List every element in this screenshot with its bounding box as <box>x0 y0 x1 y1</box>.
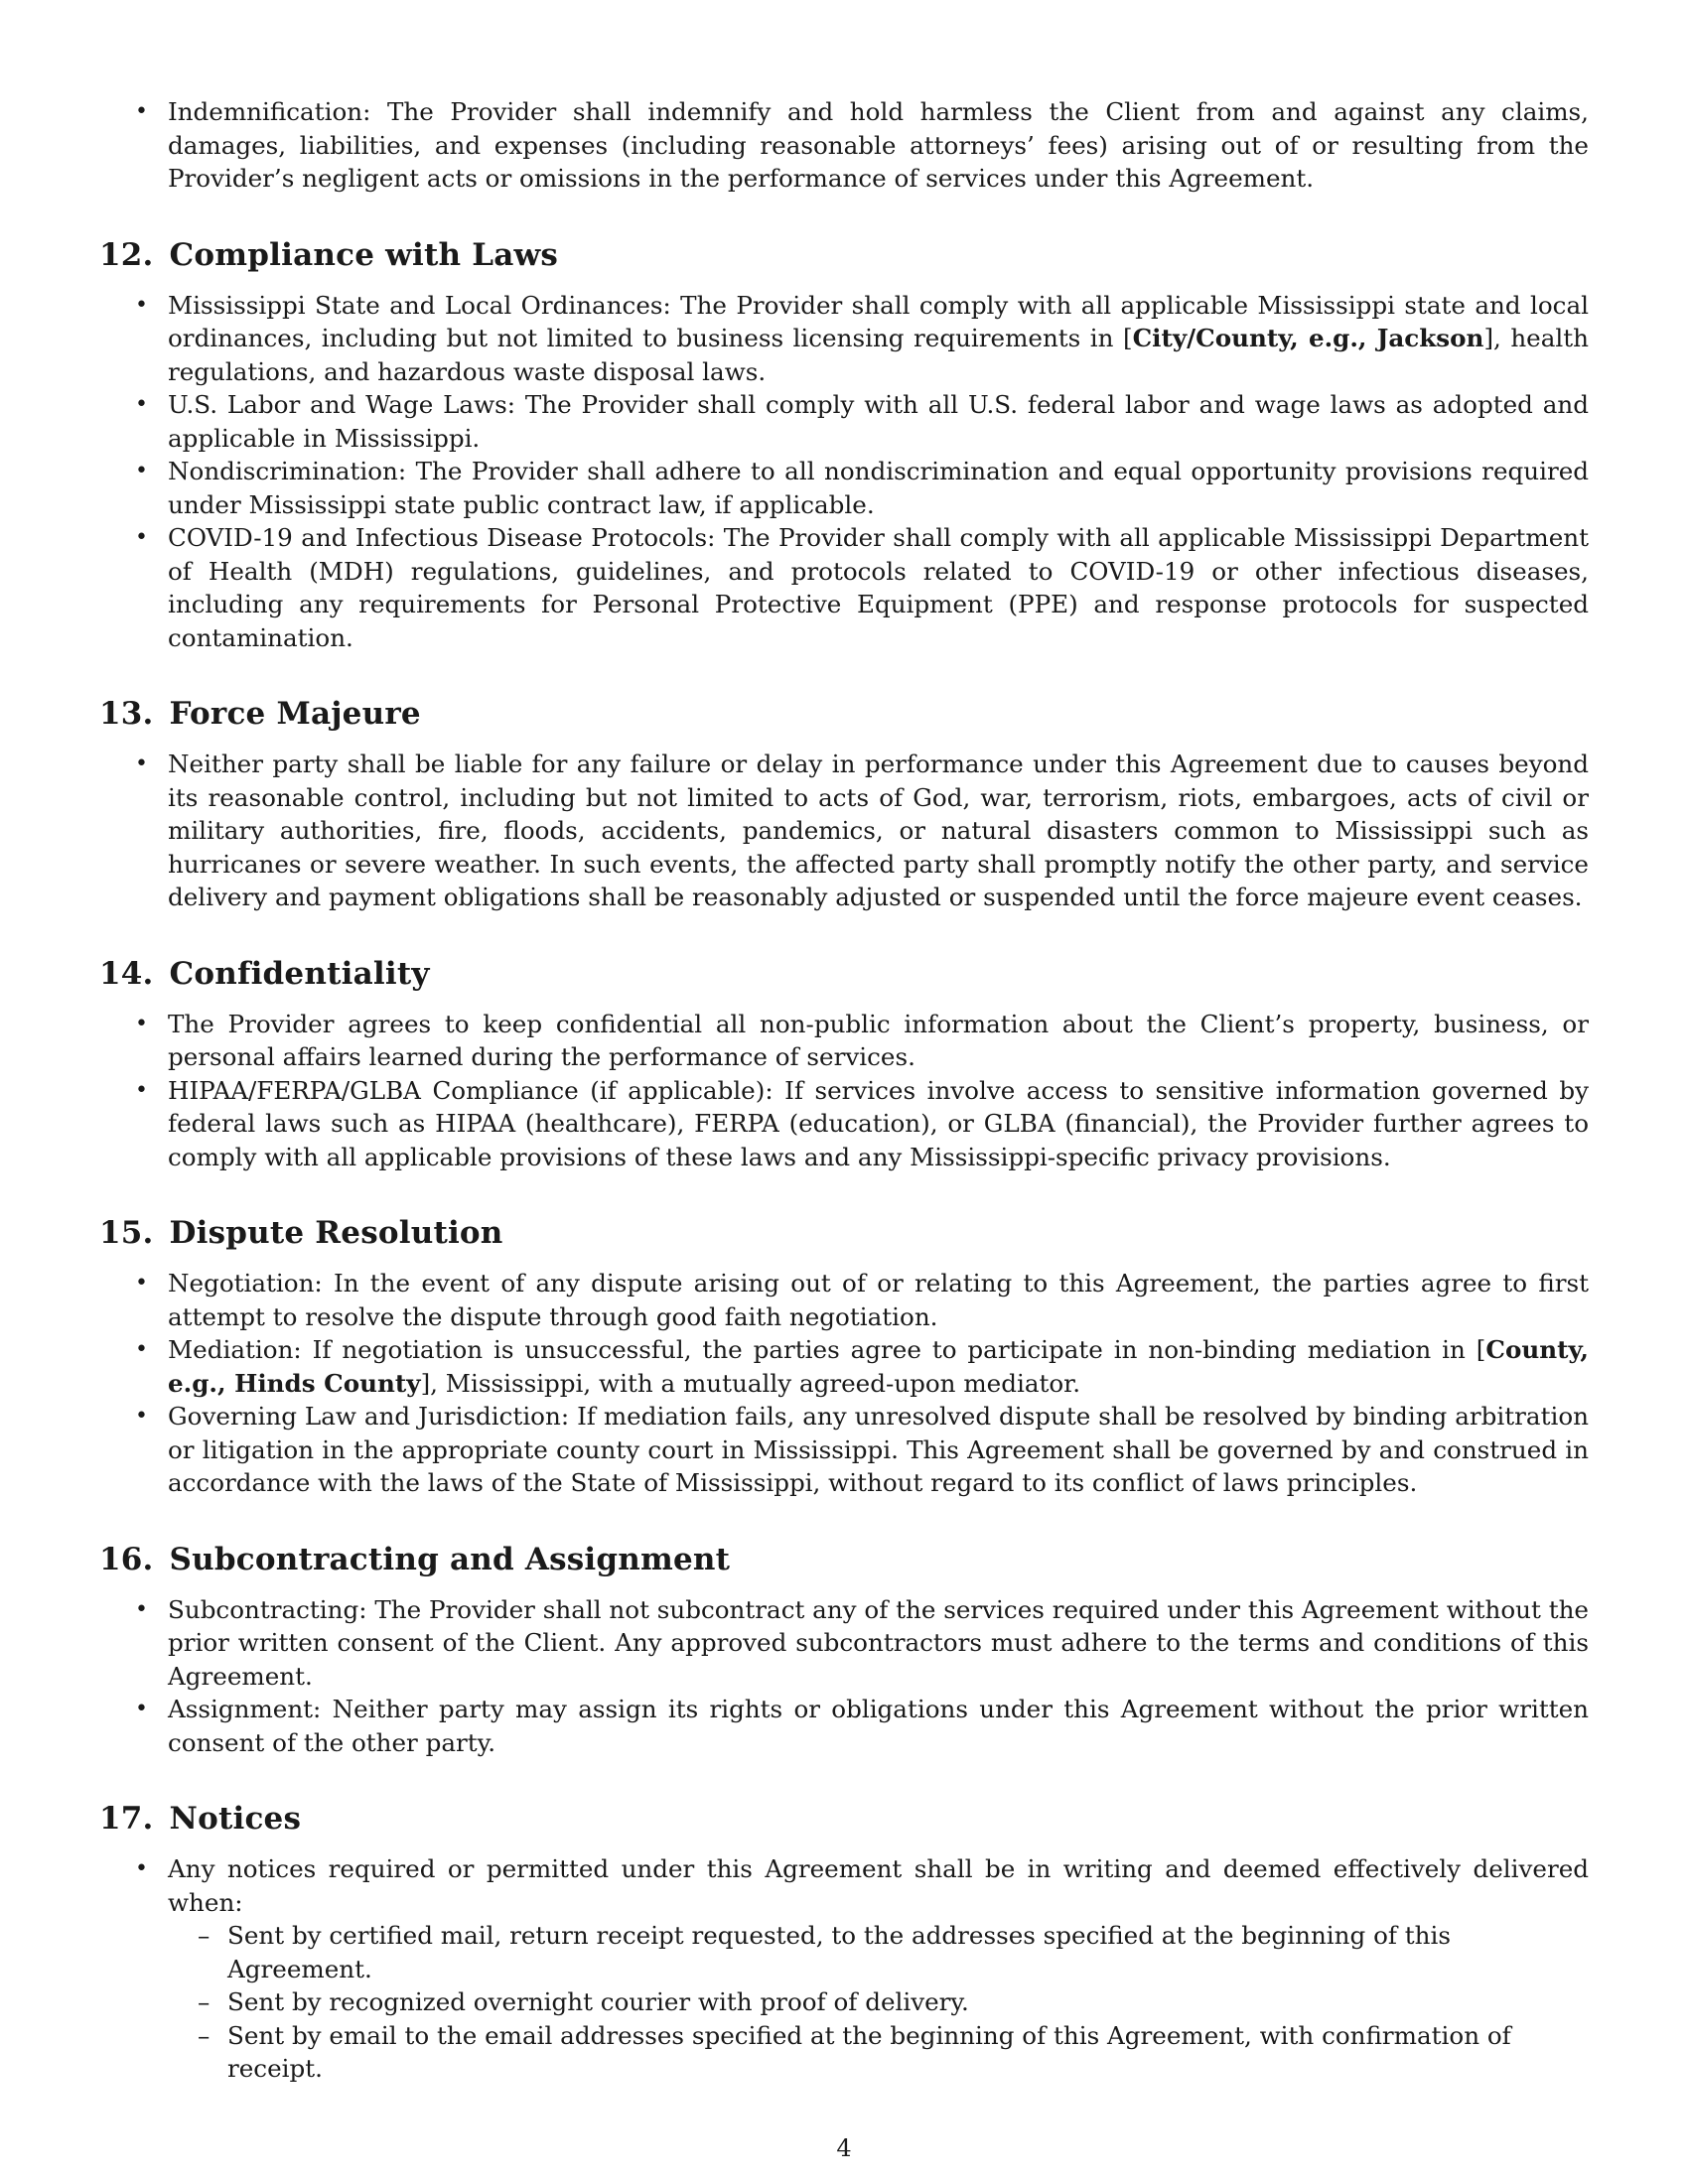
list-item: • Negotiation: In the event of any dispute arising out of or relating to this Agreement, the parties agree to first attempt to resolve the dispute through good faith negotiation. <box>99 1267 1589 1333</box>
item-text: Sent by email to the email addresses specified at the beginning of this Agreement, with confirmation of receipt. <box>227 2020 1511 2083</box>
list-item: • Governing Law and Jurisdiction: If mediation fails, any unresolved dispute shall be resolved by binding arbitration or litigation in the appropriate county court in Mississippi. This Agreement shall be governed by and construed in accordance with the laws of the State of Mississippi, without regard to its conflict of laws principles. <box>99 1400 1589 1500</box>
item-text: Mediation: If negotiation is unsuccessful, the parties agree to participate in non-binding mediation in [ <box>168 1335 1486 1364</box>
list-item: • COVID-19 and Infectious Disease Protocols: The Provider shall comply with all applicable Mississippi Department of Health (MDH) regulations, guidelines, and protocols related to COVID-19 or other infectious diseases, including any requirements for Personal Protective Equipment (PPE) and response protocols for suspected contamination. <box>99 521 1589 654</box>
section-heading-13 <box>99 694 1589 734</box>
section-12-list <box>99 289 1589 655</box>
list-item: • Neither party shall be liable for any failure or delay in performance under this Agreement due to causes beyond its reasonable control, including but not limited to acts of God, war, terrorism, riots, embargoes, acts of civil or military authorities, fire, floods, accidents, pandemics, or natural disasters common to Mississippi such as hurricanes or severe weather. In such events, the affected party shall promptly notify the other party, and service delivery and payment obligations shall be reasonably adjusted or suspended until the force majeure event ceases. <box>99 748 1589 914</box>
item-text: ], health regulations, and hazardous waste disposal laws. <box>168 324 1589 386</box>
list-item: • The Provider agrees to keep confidential all non-public information about the Client’s property, business, or personal affairs learned during the performance of services. <box>99 1008 1589 1074</box>
sub-list-item: – Sent by recognized overnight courier with proof of delivery. <box>198 1987 969 2016</box>
document-page <box>99 95 1589 2086</box>
section-number: 14. <box>99 955 154 992</box>
section-heading-12 <box>99 235 1589 275</box>
section-heading-15 <box>99 1213 1589 1253</box>
section-title: Force Majeure <box>169 696 421 732</box>
section-number: 15. <box>99 1215 154 1251</box>
section-13-list <box>99 748 1589 914</box>
section-title: Subcontracting and Assignment <box>169 1541 731 1577</box>
list-item: • Nondiscrimination: The Provider shall adhere to all nondiscrimination and equal opportunity provisions required under Mississippi state public contract law, if applicable. <box>99 455 1589 521</box>
section-14-list <box>99 1008 1589 1174</box>
section-title: Confidentiality <box>169 955 430 992</box>
item-text: Any notices required or permitted under this Agreement shall be in writing and deemed effectively delivered when: <box>168 1854 1589 1917</box>
list-item: • Subcontracting: The Provider shall not subcontract any of the services required under this Agreement without the prior written consent of the Client. Any approved subcontractors must adhere to the terms and conditions of this Agreement. <box>99 1593 1589 1694</box>
section-title: Notices <box>169 1801 302 1837</box>
list-item: • Assignment: Neither party may assign its rights or obligations under this Agreement without the prior written consent of the other party. <box>99 1693 1589 1759</box>
indemnification-list <box>99 95 1589 196</box>
item-text: ], Mississippi, with a mutually agreed-upon mediator. <box>420 1368 1081 1398</box>
placeholder-text: City/County, e.g., Jackson <box>1132 324 1484 352</box>
section-title: Dispute Resolution <box>169 1215 503 1251</box>
section-title: Compliance with Laws <box>169 236 559 273</box>
section-heading-17 <box>99 1799 1589 1839</box>
section-15-list <box>99 1267 1589 1500</box>
section-number: 12. <box>99 236 154 273</box>
section-17-list <box>99 1852 1589 2086</box>
item-text: Sent by recognized overnight courier with proof of delivery. <box>227 1987 969 2016</box>
item-text: Mississippi State and Local Ordinances: The Provider shall comply with all applicable Mississippi state and local ordinances, including but not limited to business licensing requirements in [ <box>168 290 1589 352</box>
list-item: • U.S. Labor and Wage Laws: The Provider shall comply with all U.S. federal labor and wage laws as adopted and applicable in Mississippi. <box>99 388 1589 455</box>
section-number: 17. <box>99 1801 154 1837</box>
section-number: 16. <box>99 1541 154 1577</box>
list-item: • Indemnification: The Provider shall indemnify and hold harmless the Client from and against any claims, damages, liabilities, and expenses (including reasonable attorneys’ fees) arising out of or resulting from the Provider’s negligent acts or omissions in the performance of services under this Agreement. <box>99 95 1589 196</box>
section-heading-16 <box>99 1540 1589 1579</box>
delivery-methods-list <box>168 1919 1589 2086</box>
page-number: 4 <box>836 2134 852 2162</box>
section-number: 13. <box>99 696 154 732</box>
item-text: Sent by certified mail, return receipt requested, to the addresses specified at the beginning of this Agreement. <box>227 1921 1452 1983</box>
list-item <box>99 1852 1589 2086</box>
sub-list-item: – Sent by email to the email addresses specified at the beginning of this Agreement, with confirmation of receipt. <box>198 2020 1511 2083</box>
list-item <box>99 1333 1589 1400</box>
sub-list-item: – Sent by certified mail, return receipt requested, to the addresses specified at the beginning of this Agreement. <box>198 1921 1452 1983</box>
list-item: • HIPAA/FERPA/GLBA Compliance (if applicable): If services involve access to sensitive information governed by federal laws such as HIPAA (healthcare), FERPA (education), or GLBA (financial), the Provider further agrees to comply with all applicable provisions of these laws and any Mississippi-specific privacy provisions. <box>99 1074 1589 1174</box>
list-item <box>99 289 1589 389</box>
placeholder-text: County, e.g., Hinds County <box>168 1335 1589 1398</box>
section-16-list <box>99 1593 1589 1760</box>
section-heading-14 <box>99 954 1589 994</box>
